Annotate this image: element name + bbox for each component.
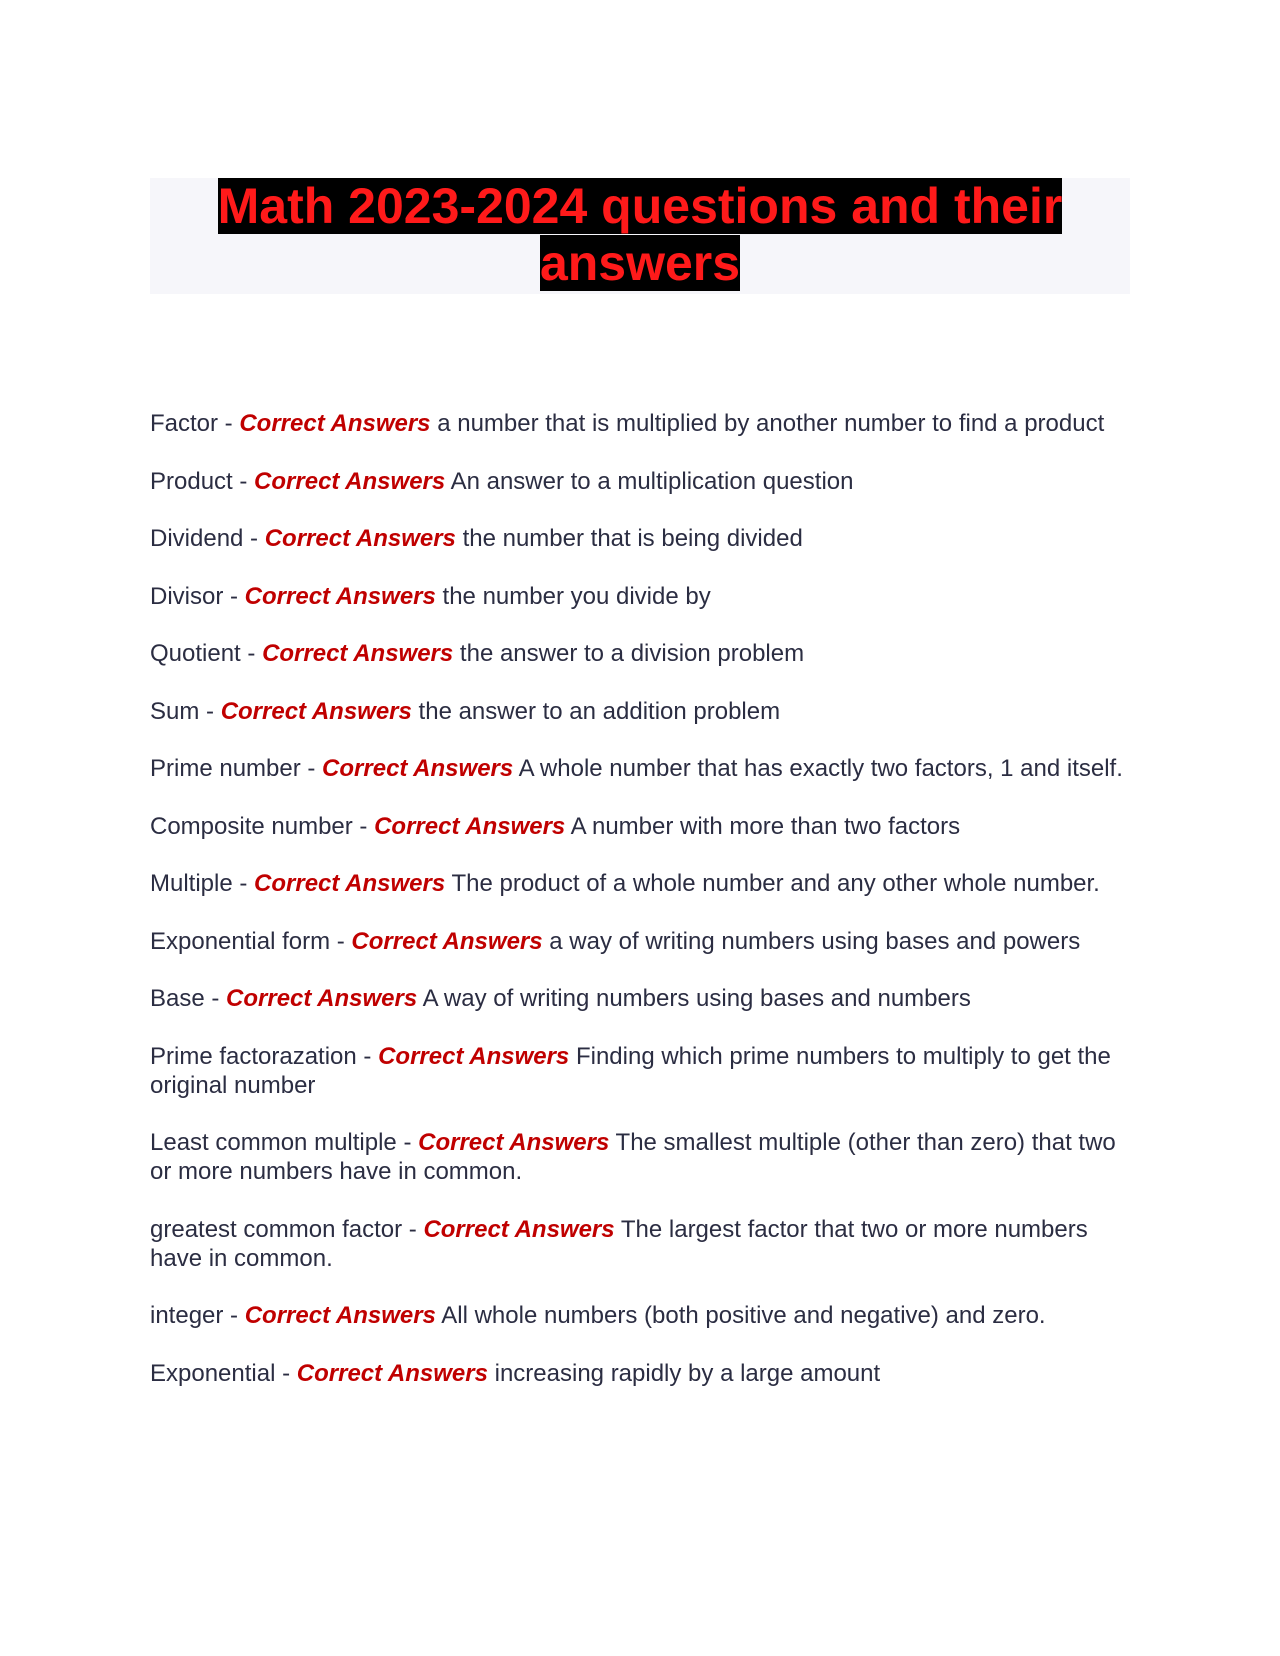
entry-term: Prime number bbox=[150, 755, 301, 782]
list-item bbox=[150, 927, 1135, 956]
entry-separator: - bbox=[243, 525, 265, 552]
entry-term: Least common multiple bbox=[150, 1129, 397, 1156]
entry-definition: the answer to a division problem bbox=[459, 640, 805, 667]
entry-definition: the number you divide by bbox=[442, 582, 711, 610]
list-item bbox=[150, 524, 1135, 553]
entry-separator: - bbox=[402, 1215, 424, 1243]
list-item bbox=[150, 467, 1135, 496]
entry-term: Product bbox=[150, 467, 233, 495]
entry-separator: - bbox=[300, 755, 323, 782]
entry-definition: the number that is being divided bbox=[462, 525, 803, 552]
correct-answers-marker: Correct Answers bbox=[351, 927, 543, 955]
entry-definition: A whole number that has exactly two factors, 1 and itself. bbox=[518, 755, 1123, 782]
entry-separator: - bbox=[199, 697, 221, 725]
entry-definition: An answer to a multiplication question bbox=[450, 467, 854, 495]
correct-answers-marker: Correct Answers bbox=[378, 1042, 570, 1070]
entry-separator: - bbox=[356, 1042, 379, 1070]
entry-definition: All whole numbers (both positive and negative) and zero. bbox=[441, 1302, 1046, 1329]
list-item bbox=[150, 754, 1135, 783]
entry-term: Composite number bbox=[150, 812, 353, 840]
entry-term: Exponential bbox=[150, 1359, 276, 1387]
correct-answers-marker: Correct Answers bbox=[254, 870, 446, 897]
entry-definition: A number with more than two factors bbox=[570, 812, 961, 840]
list-item bbox=[150, 869, 1135, 898]
correct-answers-marker: Correct Answers bbox=[374, 812, 566, 840]
correct-answers-marker: Correct Answers bbox=[322, 755, 514, 782]
list-item bbox=[150, 812, 1135, 841]
correct-answers-marker: Correct Answers bbox=[226, 985, 418, 1012]
entry-definition: a way of writing numbers using bases and powers bbox=[549, 927, 1081, 955]
entry-separator: - bbox=[396, 1129, 419, 1156]
entry-list bbox=[150, 409, 1135, 1416]
list-item bbox=[150, 409, 1135, 438]
entry-term: greatest common factor bbox=[150, 1215, 403, 1243]
entry-definition: A way of writing numbers using bases and numbers bbox=[422, 985, 971, 1012]
entry-term: Sum bbox=[150, 697, 200, 725]
entry-separator: - bbox=[232, 870, 255, 897]
document-title: Math 2023-2024 questions and their answers bbox=[217, 178, 1063, 291]
list-item bbox=[150, 1359, 1135, 1388]
entry-separator: - bbox=[352, 812, 375, 840]
list-item bbox=[150, 1301, 1135, 1330]
title-banner bbox=[150, 178, 1130, 294]
entry-separator: - bbox=[204, 985, 227, 1012]
correct-answers-marker: Correct Answers bbox=[262, 640, 454, 667]
entry-definition: the answer to an addition problem bbox=[418, 697, 781, 725]
correct-answers-marker: Correct Answers bbox=[296, 1359, 488, 1387]
entry-term: integer bbox=[150, 1302, 224, 1329]
entry-definition: The largest factor that two or more numbers have in common. bbox=[150, 1215, 1088, 1272]
list-item bbox=[150, 639, 1135, 668]
correct-answers-marker: Correct Answers bbox=[264, 525, 456, 552]
entry-separator: - bbox=[232, 467, 255, 495]
correct-answers-marker: Correct Answers bbox=[244, 1302, 436, 1329]
entry-separator: - bbox=[223, 582, 245, 610]
correct-answers-marker: Correct Answers bbox=[220, 697, 412, 725]
entry-term: Dividend bbox=[150, 525, 244, 552]
entry-definition: The smallest multiple (other than zero) that two or more numbers have in common. bbox=[150, 1129, 1116, 1185]
list-item bbox=[150, 1215, 1135, 1273]
entry-term: Quotient bbox=[150, 640, 241, 667]
list-item bbox=[150, 984, 1135, 1013]
entry-separator: - bbox=[223, 1302, 245, 1329]
entry-definition: Finding which prime numbers to multiply to get the original number bbox=[150, 1042, 1111, 1099]
entry-term: Base bbox=[150, 985, 205, 1012]
list-item bbox=[150, 582, 1135, 611]
entry-term: Multiple bbox=[150, 870, 233, 897]
correct-answers-marker: Correct Answers bbox=[423, 1215, 615, 1243]
entry-term: Factor bbox=[150, 410, 219, 437]
entry-separator: - bbox=[218, 410, 240, 437]
entry-term: Divisor bbox=[150, 582, 224, 610]
correct-answers-marker: Correct Answers bbox=[244, 582, 436, 610]
entry-separator: - bbox=[330, 927, 352, 955]
correct-answers-marker: Correct Answers bbox=[239, 410, 431, 437]
list-item bbox=[150, 697, 1135, 726]
list-item bbox=[150, 1042, 1135, 1100]
entry-term: Prime factorazation bbox=[150, 1042, 357, 1070]
entry-definition: a number that is multiplied by another number to find a product bbox=[437, 410, 1105, 437]
entry-separator: - bbox=[240, 640, 263, 667]
correct-answers-marker: Correct Answers bbox=[254, 467, 446, 495]
entry-term: Exponential form bbox=[150, 927, 331, 955]
entry-definition: increasing rapidly by a large amount bbox=[494, 1359, 881, 1387]
list-item bbox=[150, 1128, 1135, 1186]
entry-separator: - bbox=[275, 1359, 297, 1387]
entry-definition: The product of a whole number and any other whole number. bbox=[451, 870, 1100, 897]
correct-answers-marker: Correct Answers bbox=[418, 1129, 610, 1156]
